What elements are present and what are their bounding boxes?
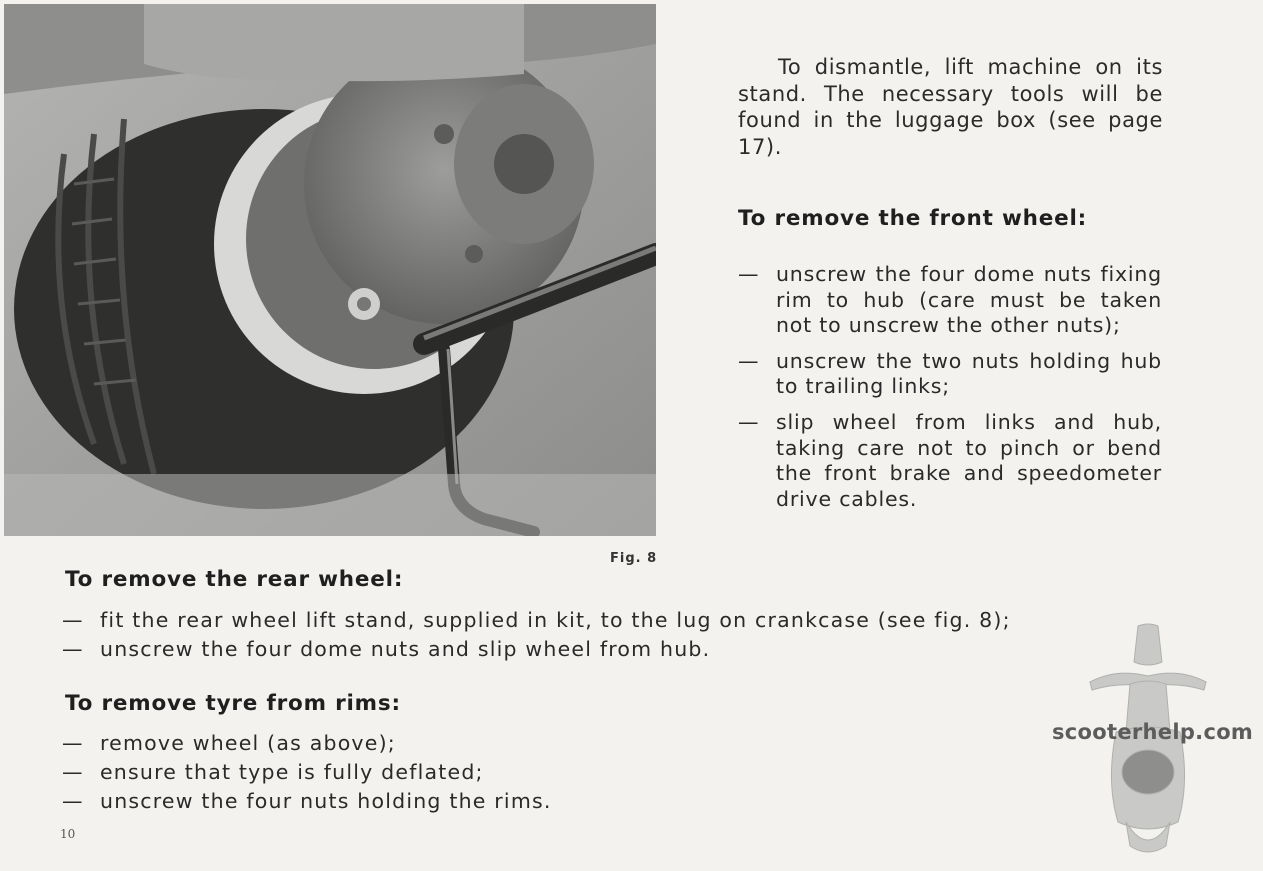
intro-paragraph: To dismantle, lift machine on its stand. The necessary tools will be found in the luggage box (see page 17). — [738, 55, 1163, 159]
watermark-text: scooterhelp.com — [1052, 720, 1254, 744]
list-item: — unscrew the four dome nuts fixing rim to hub (care must be taken not to unscrew the other nuts); — [738, 262, 1162, 338]
list-item: — unscrew the two nuts holding hub to trailing links; — [738, 348, 1162, 399]
list-item: — ensure that type is fully deflated; — [62, 760, 484, 784]
front-wheel-steps — [738, 262, 1162, 522]
list-item: — unscrew the four dome nuts and slip wheel from hub. — [62, 637, 711, 661]
scooter-rear-wheel-photo-icon — [4, 4, 656, 536]
tyre-steps — [62, 729, 552, 816]
rear-wheel-steps — [62, 606, 1011, 664]
list-item: — slip wheel from links and hub, taking care not to pinch or bend the front brake and speedometer drive cables. — [738, 409, 1162, 511]
figure-8-photo — [4, 4, 656, 536]
figure-caption: Fig. 8 — [610, 551, 658, 566]
list-item: — remove wheel (as above); — [62, 731, 396, 755]
rear-wheel-heading: To remove the rear wheel: — [65, 567, 404, 592]
page-number: 10 — [60, 827, 76, 841]
list-item: — fit the rear wheel lift stand, supplied in kit, to the lug on crankcase (see fig. 8); — [62, 608, 1011, 632]
front-wheel-heading: To remove the front wheel: — [738, 206, 1088, 231]
tyre-heading: To remove tyre from rims: — [65, 691, 401, 716]
list-item: — unscrew the four nuts holding the rims. — [62, 789, 552, 813]
